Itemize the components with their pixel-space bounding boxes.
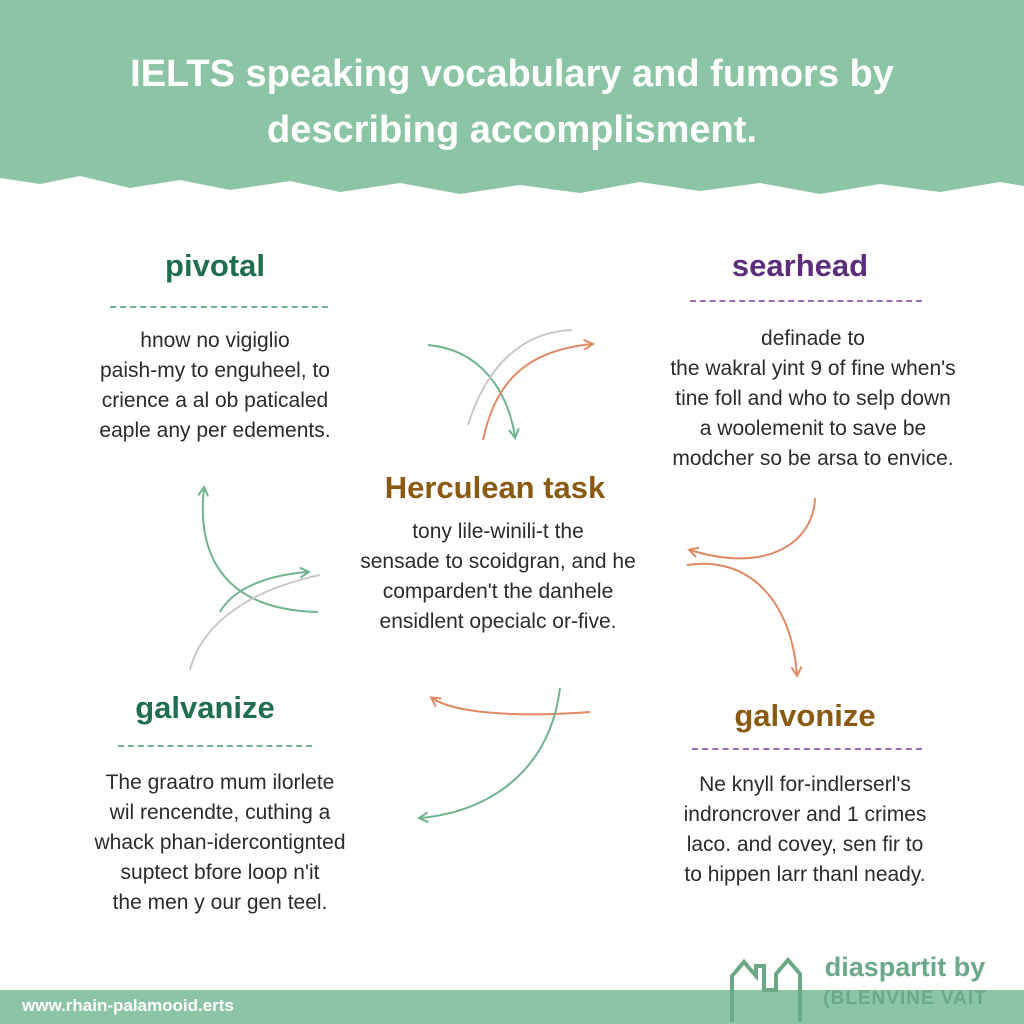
arrow-left-gray <box>190 575 320 670</box>
brand-mark <box>800 950 1010 1014</box>
galvanize-divider <box>118 745 312 747</box>
brand-line-2: (BLENVINE VAIT <box>823 988 987 1009</box>
galvonize-divider <box>692 748 922 750</box>
arrow-right-orange-1 <box>690 498 815 558</box>
arrow-top-gray <box>468 330 572 425</box>
galvanize-description: The graatro mum ilorlete wil rencendte, cuthing a whack phan-idercontignted suptect bfore loop n'it the men y our gen teel. <box>94 771 346 914</box>
galvonize-description: Ne knyll for-indlerserl's indroncrover and 1 crimes laco. and covey, sen fir to to hippen larr thanl neady. <box>683 773 927 886</box>
arrow-bottom-green <box>420 688 560 818</box>
arrow-bottom-orange <box>432 698 590 714</box>
term-herculean-task: Herculean task <box>384 470 606 505</box>
herculean-description: tony lile-winili-t the sensade to scoidgran, and he comparden't the danhele ensidlent opecialc or-five. <box>360 520 636 633</box>
term-pivotal: pivotal <box>165 248 265 283</box>
title-line-2: describing accomplisment. <box>267 109 757 151</box>
brand-line-1: diaspartit by <box>824 952 986 982</box>
term-searhead: searhead <box>731 248 869 283</box>
title-line-1: IELTS speaking vocabulary and fumors by <box>130 53 894 95</box>
arrow-right-orange-2 <box>687 564 797 675</box>
term-galvonize: galvonize <box>734 698 876 733</box>
term-galvanize: galvanize <box>135 690 275 725</box>
pivotal-divider <box>110 306 328 308</box>
searhead-divider <box>690 300 922 302</box>
searhead-description: definade to the wakral yint 9 of fine when's tine foll and who to selp down a woolemenit to save be modcher so be arsa to envice. <box>670 327 956 470</box>
pivotal-description: hnow no vigiglio paish-my to enguheel, to crience a al ob paticaled eaple any per edements. <box>99 329 331 442</box>
footer-url[interactable]: www.rhain-palamooid.erts <box>22 996 234 1015</box>
